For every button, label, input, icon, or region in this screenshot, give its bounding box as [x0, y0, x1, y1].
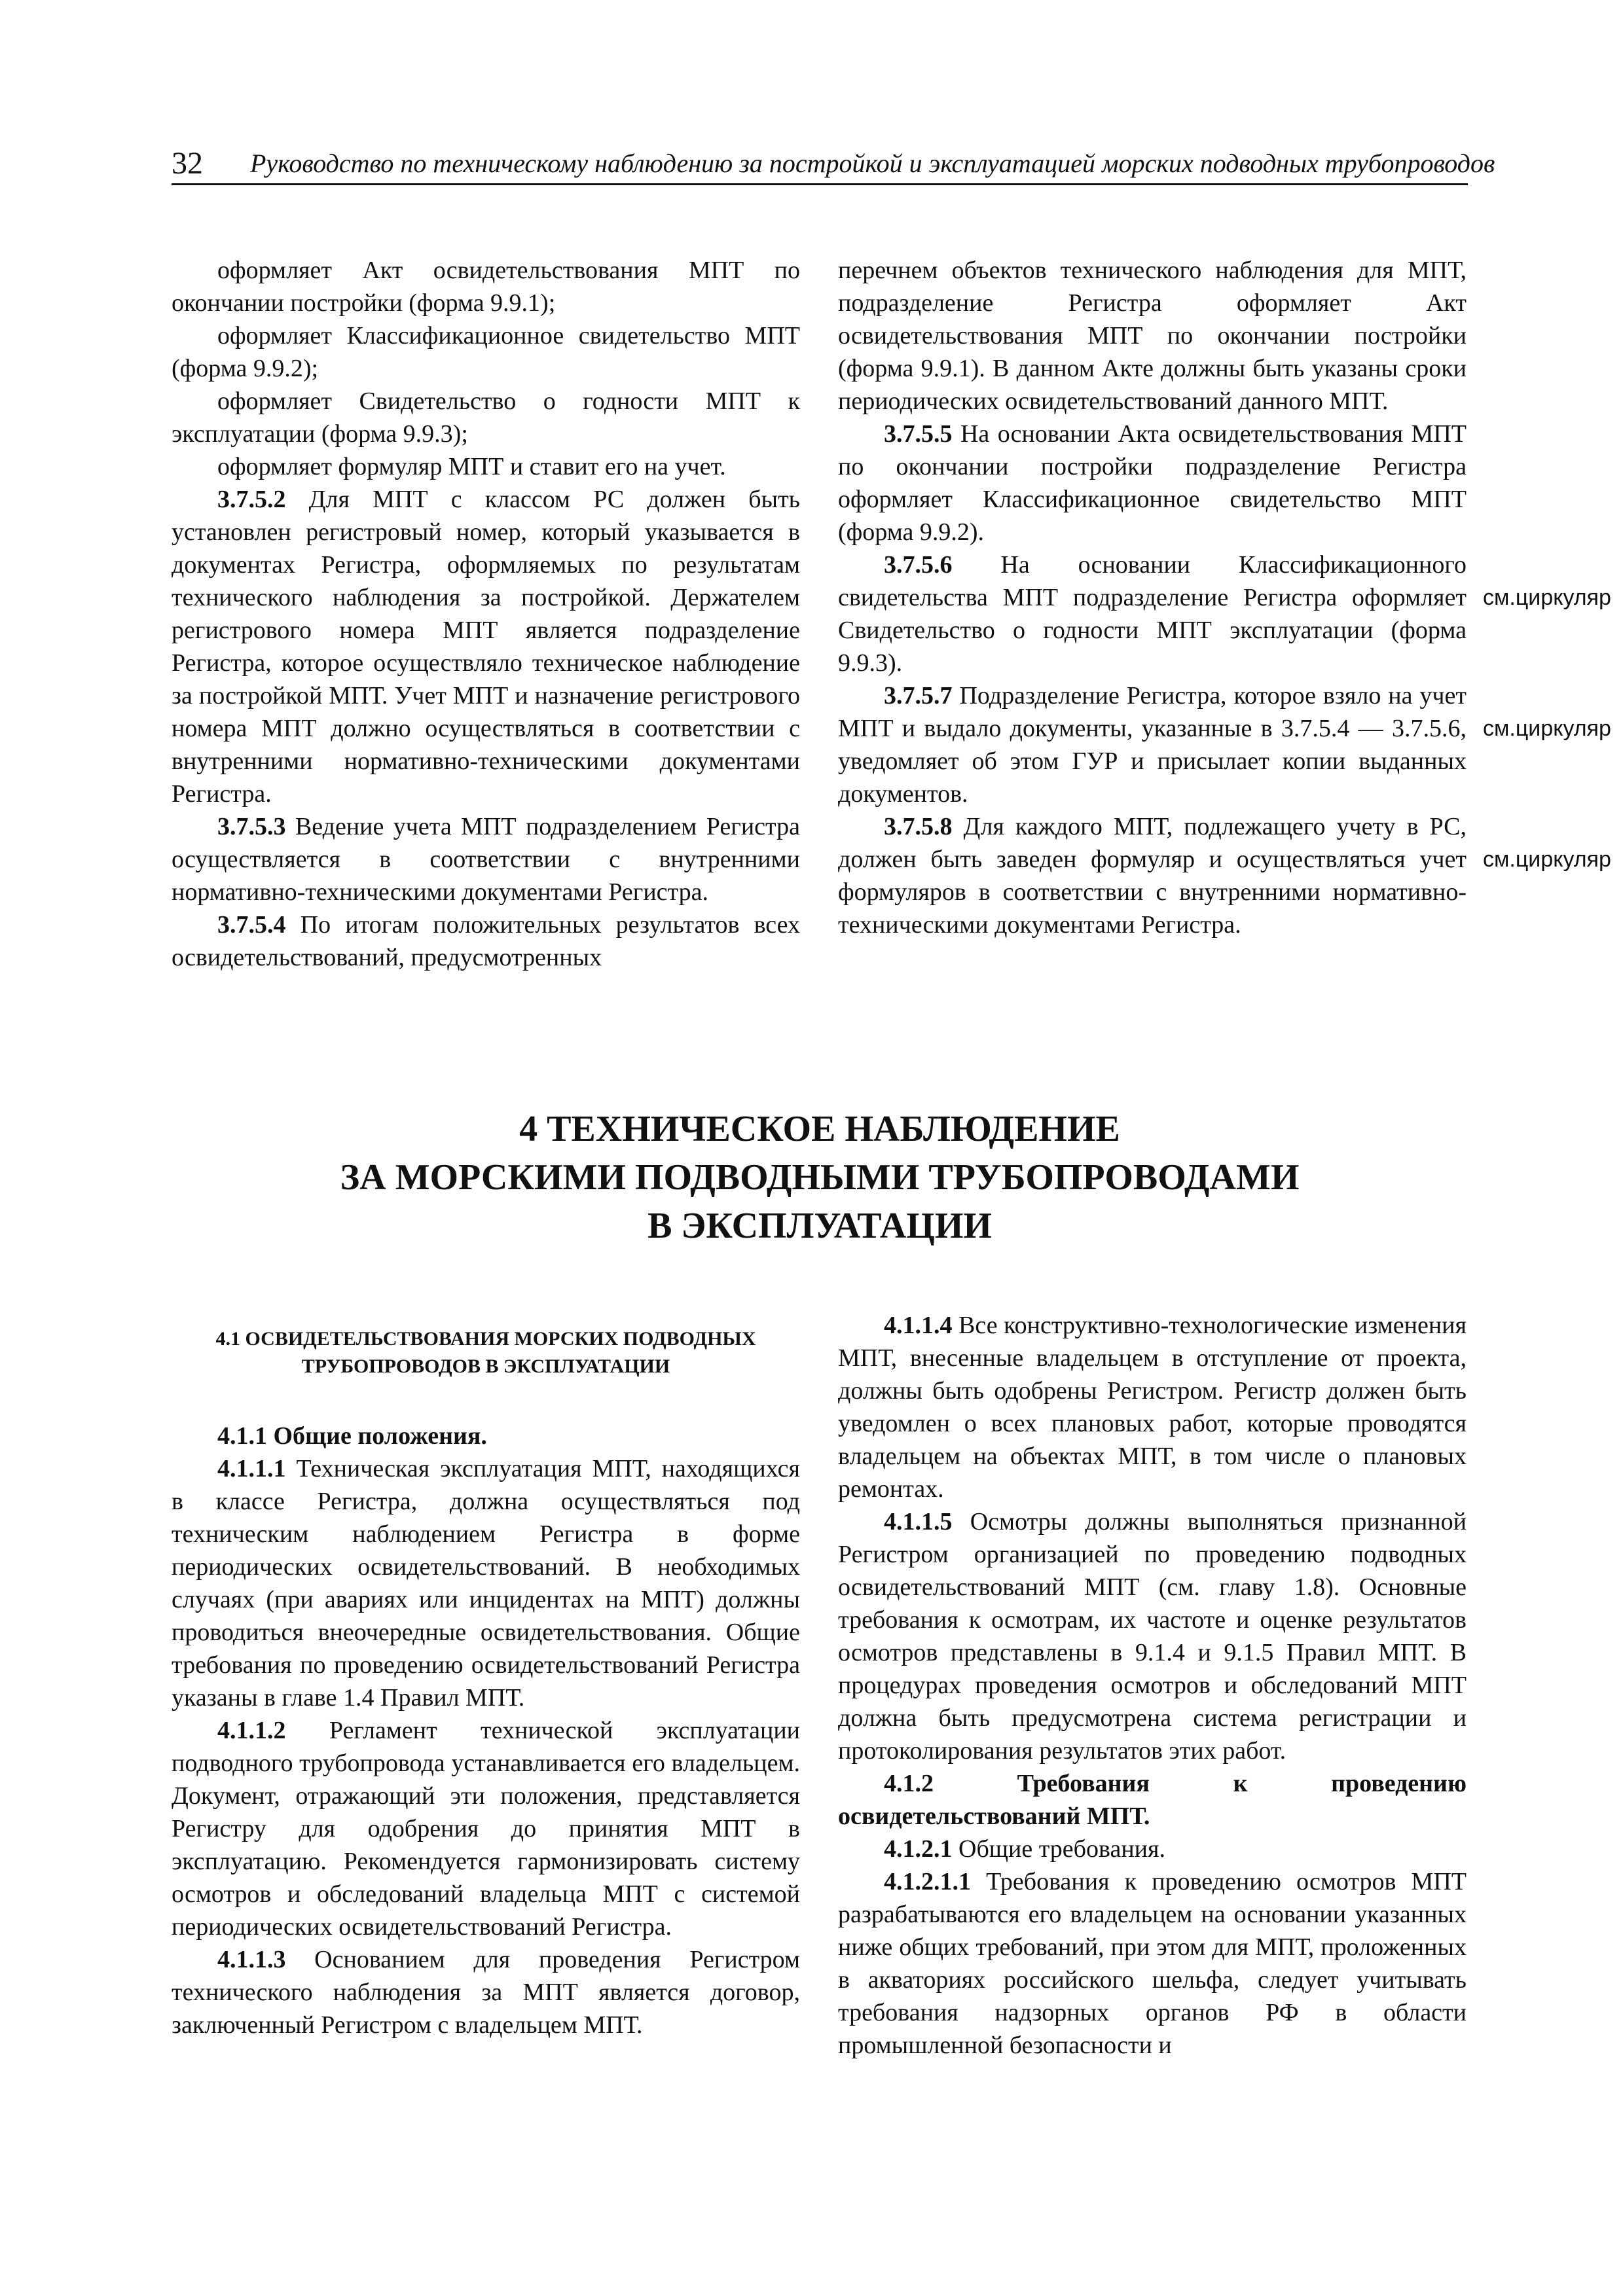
chapter-title-line: В ЭКСПЛУАТАЦИИ — [647, 1206, 992, 1246]
paragraph-3-7-5-5: 3.7.5.5 На основании Акта освидетельствования МПТ по окончании постройки подразделение Регистра оформляет Классификационное свидетельство МПТ (форма 9.9.2). — [838, 420, 1467, 546]
subsection-heading-4-1-1: 4.1.1 Общие положения. — [217, 1422, 487, 1450]
paragraph-3-7-5-6: 3.7.5.6 На основании Классификационного свидетельства МПТ подразделение Регистра оформляет Свидетельство о годности МПТ эксплуатации (форма 9.9.3). — [838, 551, 1467, 677]
paragraph-3-7-5-7: 3.7.5.7 Подразделение Регистра, которое взяло на учет МПТ и выдало документы, указанные в 3.7.5.4 — 3.7.5.6, уведомляет об этом ГУР и присылает копии выданных документов. — [838, 682, 1467, 808]
lower-right-column — [838, 1309, 1467, 2062]
chapter-title-line: 4 ТЕХНИЧЕСКОЕ НАБЛЮДЕНИЕ — [519, 1109, 1120, 1149]
paragraph-4-1-2-1-1: 4.1.2.1.1 Требования к проведению осмотров МПТ разрабатываются его владельцем на основании указанных ниже общих требований, при этом для МПТ, проложенных в акваториях российского шельфа, следует учитывать требования надзорных органов РФ в области промышленной безопасности и — [838, 1868, 1467, 2059]
upper-left-column — [172, 254, 800, 974]
paragraph-4-1-1-5: 4.1.1.5 Осмотры должны выполняться признанной Регистром организацией по проведению подводных освидетельствований МПТ (см. главу 1.8). Основные требования к осмотрам, их частоте и оценке результатов осмотров представлены в 9.1.4 и 9.1.5 Правил МПТ. В процедурах проведения осмотров и обследований МПТ должна быть предусмотрена система регистрации и протоколирования результатов этих работ. — [838, 1508, 1467, 1765]
clause-number: 4.1.1.5 — [884, 1508, 953, 1535]
clause-number: 3.7.5.4 — [217, 911, 286, 939]
paragraph-3-7-5-8: 3.7.5.8 Для каждого МПТ, подлежащего учету в РС, должен быть заведен формуляр и осуществляться учет формуляров в соответствии с внутренними нормативно-техническими документами Регистра. — [838, 813, 1467, 939]
clause-number: 4.1.1.1 — [217, 1455, 286, 1482]
section-heading-line: ТРУБОПРОВОДОВ В ЭКСПЛУАТАЦИИ — [301, 1355, 670, 1377]
paragraph-4-1-1-2: 4.1.1.2 Регламент технической эксплуатации подводного трубопровода устанавливается его владельцем. Документ, отражающий эти положения, представляется Регистру для одобрения до принятия МПТ в эксплуатацию. Рекомендуется гармонизировать систему осмотров и обследований владельца МПТ с системой периодических освидетельствований Регистра. — [172, 1717, 800, 1941]
margin-note-circular[interactable]: см.циркуляр — [1483, 847, 1611, 872]
section-heading — [172, 1325, 800, 1380]
margin-note-circular[interactable]: см.циркуляр — [1483, 585, 1611, 610]
lower-left-column — [172, 1325, 800, 2041]
margin-note-circular[interactable]: см.циркуляр — [1483, 716, 1611, 741]
clause-number: 3.7.5.8 — [884, 813, 953, 840]
paragraph-4-1-1-4: 4.1.1.4 Все конструктивно-технологические изменения МПТ, внесенные владельцем в отступление от проекта, должны быть одобрены Регистром. Регистр должен быть уведомлен о всех плановых работ, которые проводятся владельцем на объектах МПТ, в том числе о плановых ремонтах. — [838, 1312, 1467, 1503]
clause-number: 4.1.1.3 — [217, 1946, 286, 1973]
clause-number: 4.1.1.2 — [217, 1717, 286, 1744]
running-header — [172, 137, 1495, 185]
running-title: Руководство по техническому наблюдению за постройкой и эксплуатацией морских подводных трубопроводов — [250, 149, 1495, 178]
paragraph: оформляет Акт освидетельствования МПТ по окончании постройки (форма 9.9.1); — [172, 257, 800, 317]
paragraph-3-7-5-2: 3.7.5.2 Для МПТ с классом РС должен быть установлен регистровый номер, который указывается в документах Регистра, оформляемых по результатам технического наблюдения за постройкой. Держателем регистрового номера МПТ является подразделение Регистра, которое осуществляло техническое наблюдение за постройкой МПТ. Учет МПТ и назначение регистрового номера МПТ должно осуществляться в соответствии с внутренними нормативно-техническими документами Регистра. — [172, 486, 800, 808]
clause-number: 3.7.5.5 — [884, 420, 953, 448]
paragraph: оформляет формуляр МПТ и ставит его на учет. — [217, 453, 726, 480]
subsection-heading-4-1-2: 4.1.2 Требования к проведению освидетельствований МПТ. — [838, 1770, 1467, 1830]
chapter-heading — [172, 1105, 1468, 1250]
clause-number: 3.7.5.3 — [217, 813, 286, 840]
clause-number: 3.7.5.6 — [884, 551, 953, 579]
clause-number: 3.7.5.2 — [217, 486, 286, 513]
paragraph: оформляет Свидетельство о годности МПТ к эксплуатации (форма 9.9.3); — [172, 387, 800, 448]
chapter-title-line: ЗА МОРСКИМИ ПОДВОДНЫМИ ТРУБОПРОВОДАМИ — [340, 1157, 1300, 1198]
upper-right-column — [838, 254, 1467, 941]
clause-number: 4.1.2.1 — [884, 1835, 953, 1863]
clause-number: 3.7.5.7 — [884, 682, 953, 709]
paragraph-4-1-1-3: 4.1.1.3 Основанием для проведения Регистром технического наблюдения за МПТ является договор, заключенный Регистром с владельцем МПТ. — [172, 1946, 800, 2039]
paragraph-continued: перечнем объектов технического наблюдения для МПТ, подразделение Регистра оформляет Акт освидетельствования МПТ по окончании постройки (форма 9.9.1). В данном Акте должны быть указаны сроки периодических освидетельствований данного МПТ. — [838, 257, 1467, 415]
paragraph: оформляет Классификационное свидетельство МПТ (форма 9.9.2); — [172, 322, 800, 382]
page-number: 32 — [172, 146, 203, 181]
clause-number: 4.1.2.1.1 — [884, 1868, 971, 1895]
clause-number: 4.1.1.4 — [884, 1312, 953, 1339]
paragraph-3-7-5-3: 3.7.5.3 Ведение учета МПТ подразделением Регистра осуществляется в соответствии с внутренними нормативно-техническими документами Регистра. — [172, 813, 800, 906]
paragraph-3-7-5-4: 3.7.5.4 По итогам положительных результатов всех освидетельствований, предусмотренных — [172, 911, 800, 971]
paragraph-4-1-2-1: 4.1.2.1 Общие требования. — [884, 1835, 1165, 1863]
section-heading-line: 4.1 ОСВИДЕТЕЛЬСТВОВАНИЯ МОРСКИХ ПОДВОДНЫХ — [215, 1328, 756, 1350]
paragraph-4-1-1-1: 4.1.1.1 Техническая эксплуатация МПТ, находящихся в классе Регистра, должна осуществляться под техническим наблюдением Регистра в форме периодических освидетельствований. В необходимых случаях (при авариях или инцидентах на МПТ) должны проводиться внеочередные освидетельствования. Общие требования по проведению освидетельствований Регистра указаны в главе 1.4 Правил МПТ. — [172, 1455, 800, 1712]
